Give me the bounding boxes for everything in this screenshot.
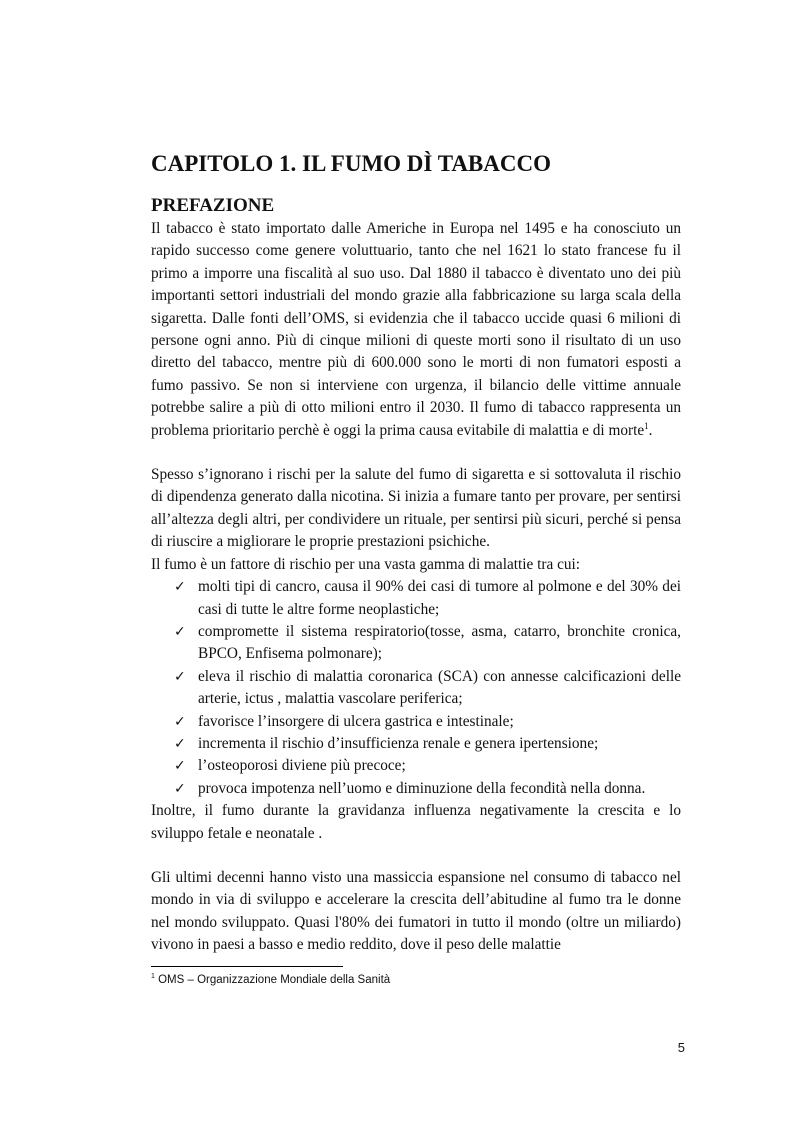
page-number: 5 bbox=[677, 1040, 685, 1055]
list-item-text: molti tipi di cancro, causa il 90% dei casi di tumore al polmone e del 30% dei casi di tutte le altre forme neoplastiche; bbox=[198, 578, 681, 618]
list-item bbox=[174, 778, 681, 800]
list-item-text: eleva il rischio di malattia coronarica (SCA) con annesse calcificazioni delle arterie, ictus , malattia vascolare periferica; bbox=[198, 667, 681, 708]
list-item bbox=[174, 621, 681, 666]
chapter-title: CAPITOLO 1. IL FUMO DÌ TABACCO bbox=[151, 151, 551, 176]
checkmark-icon: ✓ bbox=[174, 713, 186, 730]
list-item bbox=[174, 711, 681, 733]
list-item-text: incrementa il rischio d’insufficienza renale e genera ipertensione; bbox=[198, 734, 599, 752]
footnote-reference[interactable]: 1 bbox=[644, 420, 649, 431]
checkmark-icon: ✓ bbox=[174, 668, 186, 685]
paragraph-1 bbox=[151, 218, 681, 442]
list-item-text: compromette il sistema respiratorio(tosse, asma, catarro, bronchite cronica, BPCO, Enfisema polmonare); bbox=[198, 622, 681, 663]
list-item bbox=[174, 755, 681, 777]
list-intro: Il fumo è un fattore di rischio per una vasta gamma di malattie tra cui: bbox=[151, 555, 581, 573]
section-title: PREFAZIONE bbox=[151, 195, 275, 216]
list-item-text: provoca impotenza nell’uomo e diminuzione della fecondità nella donna. bbox=[198, 779, 646, 797]
paragraph-gap bbox=[151, 845, 681, 867]
footnote bbox=[151, 974, 390, 986]
risk-list bbox=[151, 576, 681, 800]
list-item bbox=[174, 666, 681, 711]
footnote-divider bbox=[151, 966, 343, 967]
list-item bbox=[174, 576, 681, 621]
list-item-text: favorisce l’insorgere di ulcera gastrica e intestinale; bbox=[198, 712, 514, 730]
paragraph-1-end: . bbox=[648, 421, 653, 439]
checkmark-icon: ✓ bbox=[174, 623, 186, 640]
paragraph-2: Spesso s’ignorano i rischi per la salute del fumo di sigaretta e si sottovaluta il rischio di dipendenza generato dalla nicotina. Si inizia a fumare tanto per provare, per sentirsi all’altezza degli altri, per condividere un rituale, per sentirsi più sicuri, perché si pensa di riuscire a migliorare le proprie prestazioni psichiche. bbox=[151, 466, 681, 551]
checkmark-icon: ✓ bbox=[174, 735, 186, 752]
paragraph-4: Gli ultimi decenni hanno visto una massiccia espansione nel consumo di tabacco nel mondo in via di sviluppo e accelerare la crescita dell’abitudine al fumo tra le donne nel mondo sviluppato. Quasi l'80% dei fumatori in tutto il mondo (oltre un miliardo) vivono in paesi a basso e medio reddito, dove il peso delle malattie bbox=[151, 868, 681, 954]
checkmark-icon: ✓ bbox=[174, 780, 186, 797]
footnote-text: OMS – Organizzazione Mondiale della Sanità bbox=[158, 974, 391, 986]
checkmark-icon: ✓ bbox=[174, 579, 186, 596]
list-item-text: l’osteoporosi diviene più precoce; bbox=[198, 757, 406, 775]
list-item bbox=[174, 733, 681, 755]
paragraph-3: Inoltre, il fumo durante la gravidanza influenza negativamente la crescita e lo sviluppo fetale e neonatale . bbox=[151, 802, 681, 842]
paragraph-1-text: Il tabacco è stato importato dalle Americhe in Europa nel 1495 e ha conosciuto un rapido successo come genere voluttuario, tanto che nel 1621 lo stato francese fu il primo a imporre una fiscalità al suo uso. Dal 1880 il tabacco è diventato uno dei più importanti settori industriali del mondo grazie alla fabbricazione su larga scala della sigaretta. Dalle fonti dell’OMS, si evidenzia che il tabacco uccide quasi 6 milioni di persone ogni anno. Più di cinque milioni di queste morti sono il risultato di un uso diretto del tabacco, mentre più di 600.000 sono le morti di non fumatori esposti a fumo passivo. Se non si interviene con urgenza, il bilancio delle vittime annuale potrebbe salire a più di otto milioni entro il 2030. Il fumo di tabacco rappresenta un problema prioritario perchè è oggi la prima causa evitabile di malattia e di morte bbox=[151, 220, 681, 439]
footnote-number: 1 bbox=[151, 973, 155, 981]
paragraph-gap bbox=[151, 442, 681, 464]
checkmark-icon: ✓ bbox=[174, 758, 186, 775]
body-text bbox=[151, 218, 681, 957]
